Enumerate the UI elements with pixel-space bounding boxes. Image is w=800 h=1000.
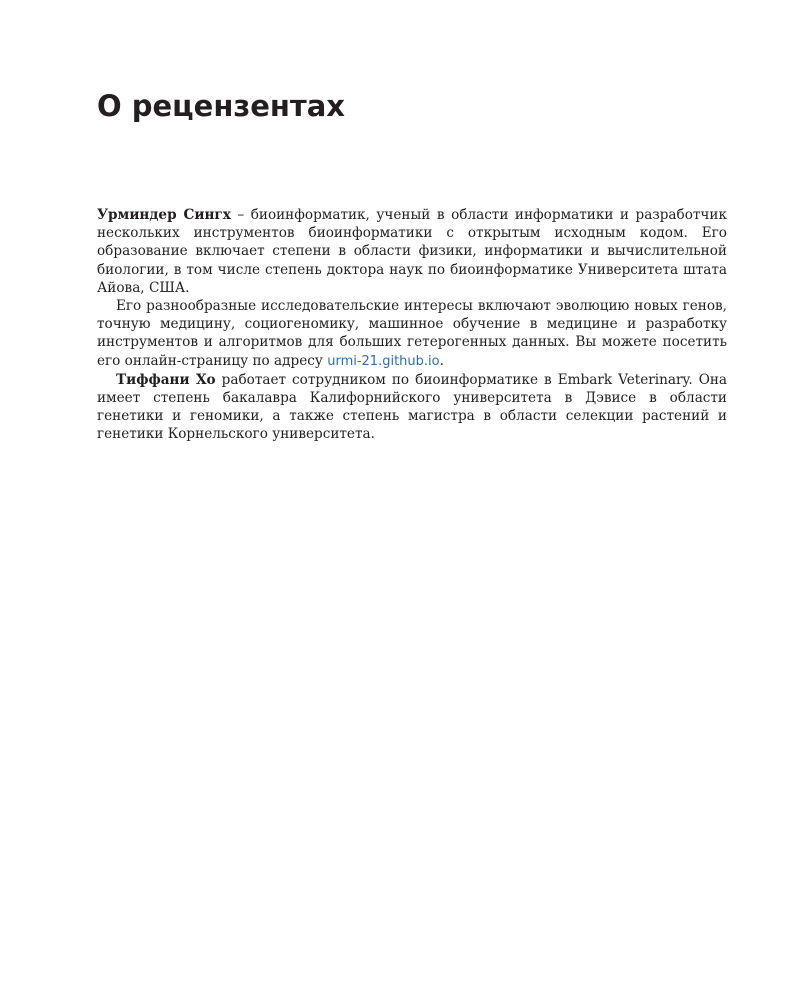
reviewer-1-interests: Его разнообразные исследовательские интересы включают эволюцию новых генов, точную медицину, социогеномику, машинное обучение в медицине и разработку инструментов и алгоритмов для больших гетерогенных данных. Вы можете посетить его онлайн-страницу по адресу	[97, 298, 727, 369]
reviewer-1-bio-paragraph	[97, 206, 727, 297]
reviewer-2-bio-paragraph	[97, 371, 727, 444]
reviewer-1-interests-end: .	[439, 352, 444, 369]
reviewer-2-name: Тиффани Хо	[116, 371, 216, 388]
page-title: О рецензентах	[97, 89, 346, 123]
reviewer-1-name: Урминдер Сингх	[97, 207, 231, 223]
reviewers-section	[97, 206, 727, 444]
reviewer-1-bio: – биоинформатик, ученый в области информатики и разработчик нескольких инструментов биоинформатики с открытым исходным кодом. Его образование включает степени в области физики, информатики и вычислительной биологии, в том числе степень доктора наук по биоинформатике Университета штата Айова, США.	[97, 207, 727, 296]
reviewer-1-homepage-link[interactable]: urmi-21.github.io	[327, 353, 440, 369]
reviewer-1-interests-paragraph	[97, 297, 727, 371]
reviewer-2-bio: работает сотрудником по биоинформатике в Embark Veterinary. Она имеет степень бакалавра Калифорнийского университета в Дэвисе в области генетики и геномики, а также степень магистра в области селекции растений и генетики Корнельского университета.	[97, 371, 727, 443]
